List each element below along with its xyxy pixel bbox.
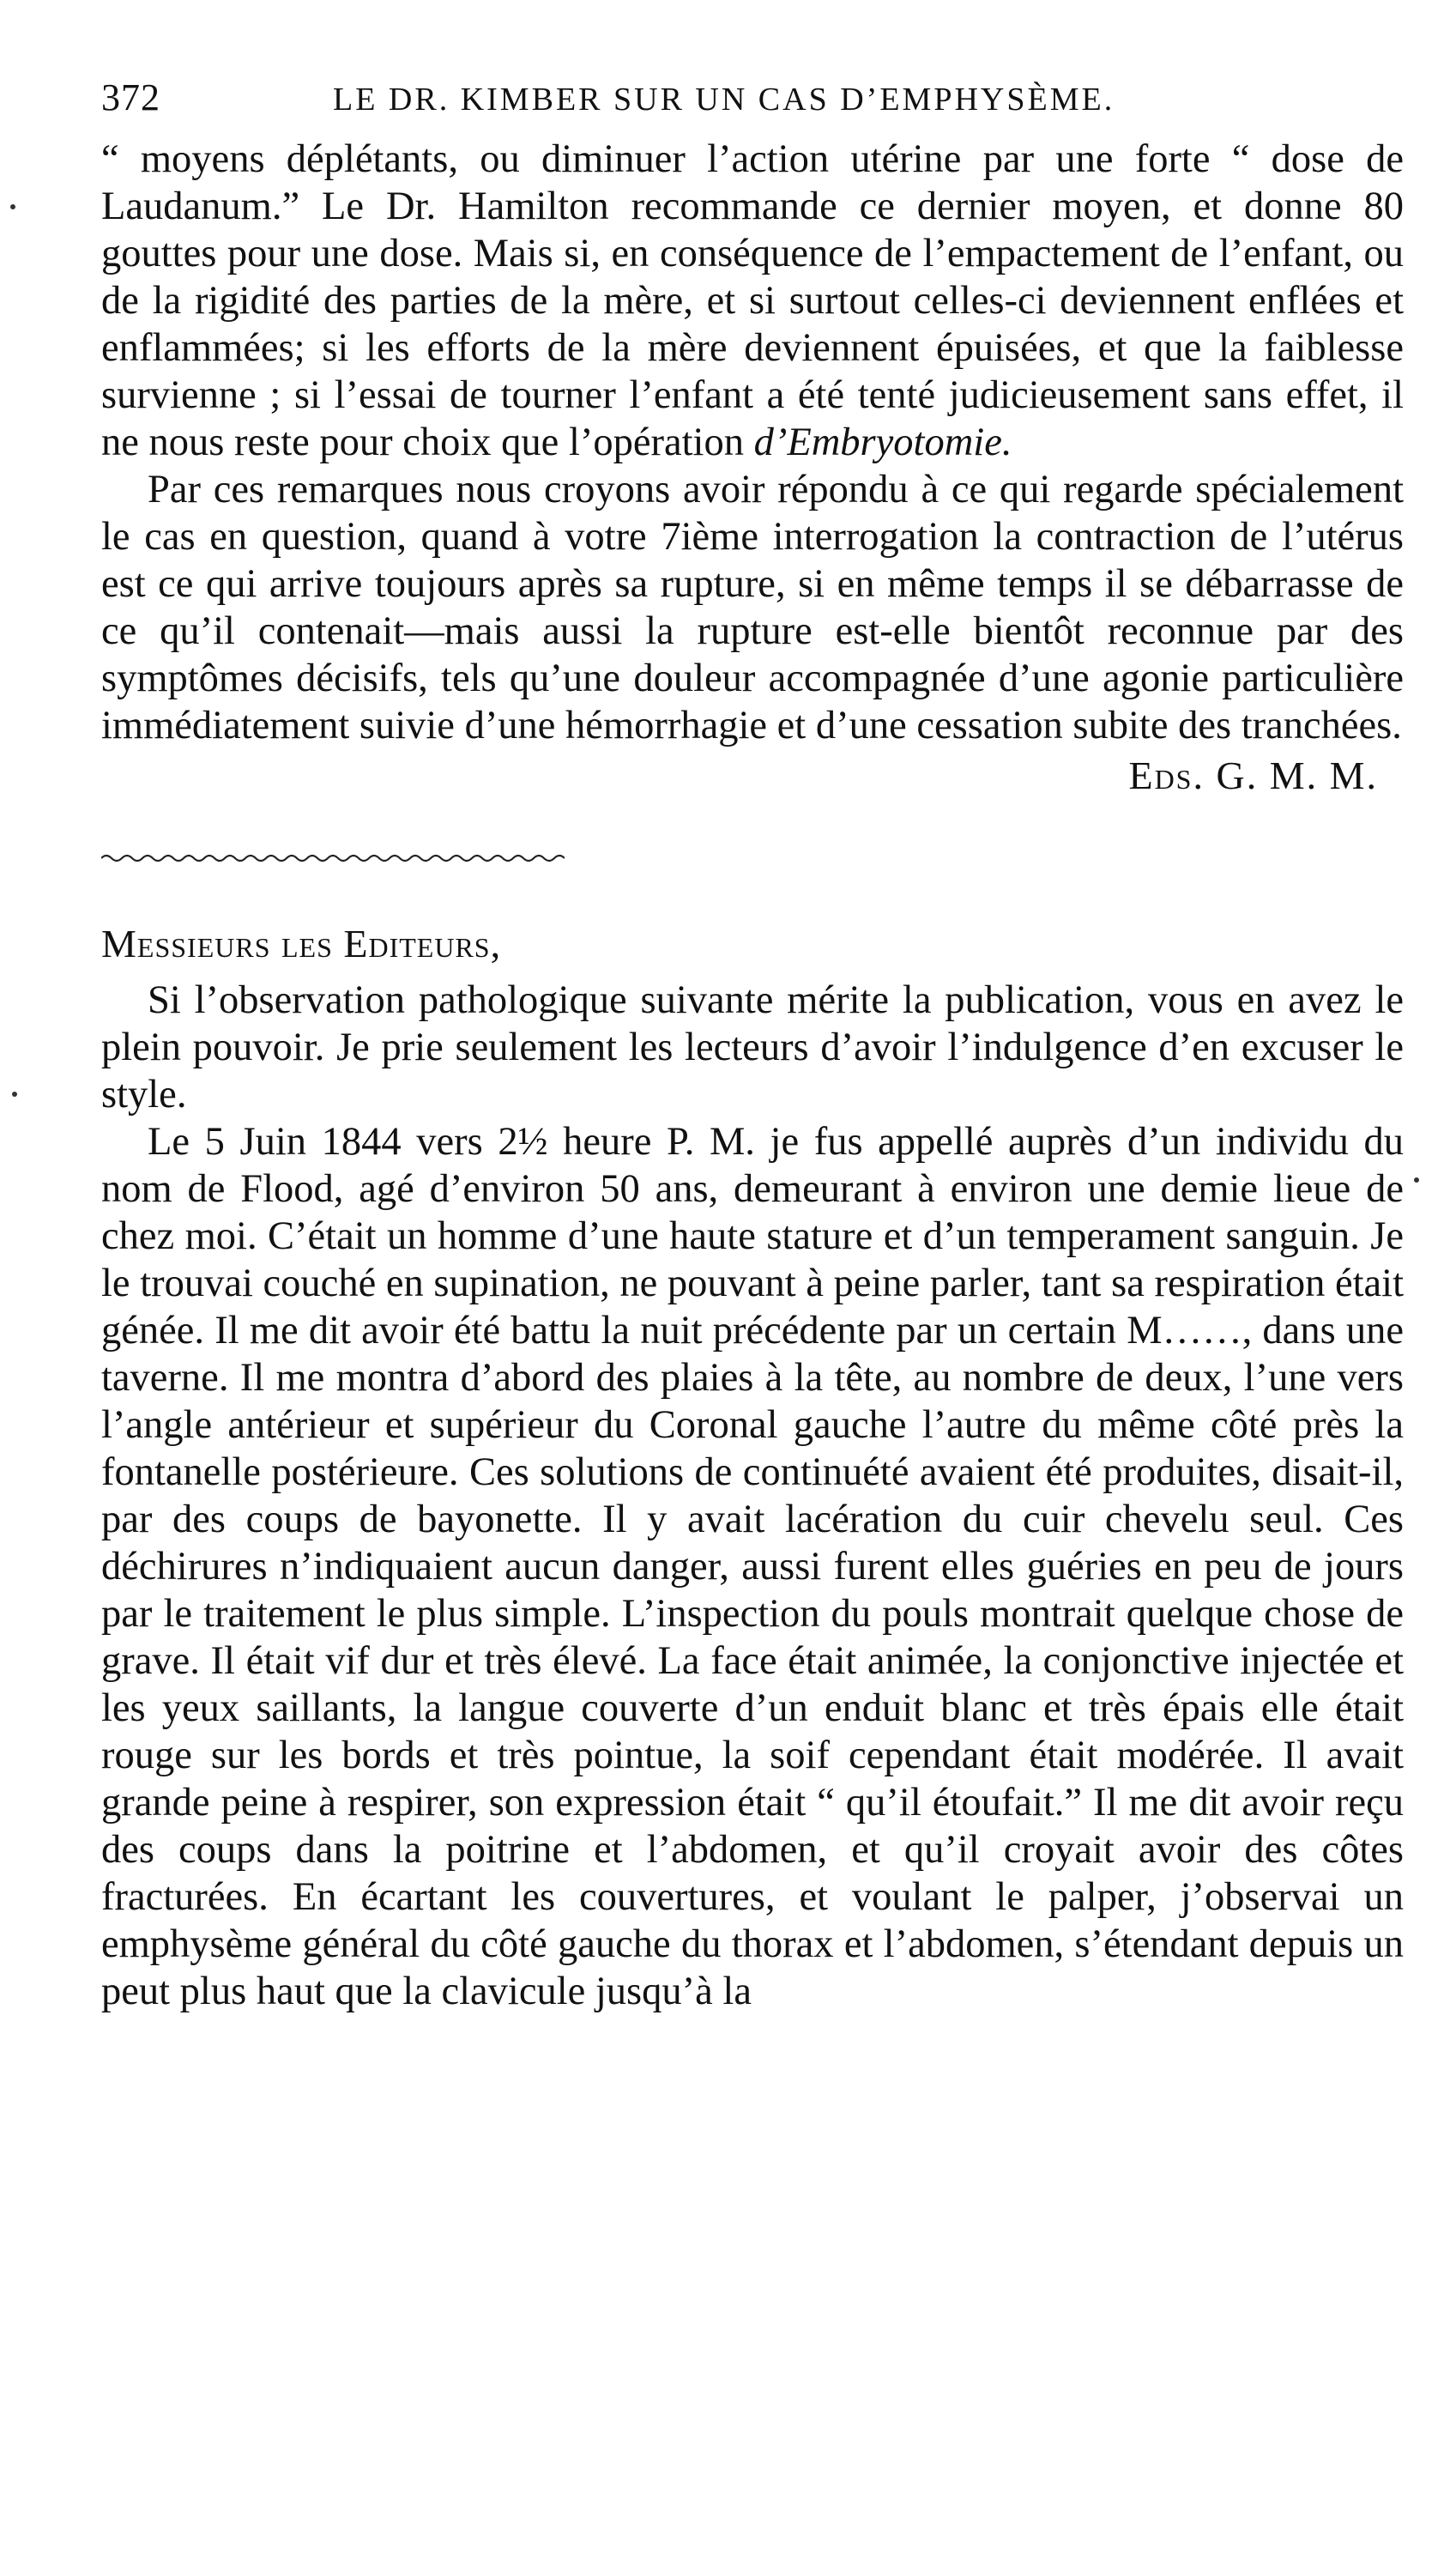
- letter-paragraph-1: Si l’observation pathologique suivante mérite la publication, vous en avez le plein pouvoir. Je prie seulement les lecteurs d’avoir l’indulgence d’en excuser le style.: [101, 978, 1404, 1117]
- page-number: 372: [101, 76, 160, 118]
- letter-paragraph-2: Le 5 Juin 1844 vers 2½ heure P. M. je fus appellé auprès d’un individu du nom de Flood, agé d’environ 50 ans, demeurant à environ une demie lieue de chez moi. C’était un homme d’une haute stature et d’un temperament sanguin. Je le trouvai couché en supination, ne pouvant à peine parler, tant sa respiration était génée. Il me dit avoir été battu la nuit précédente par un certain M……, dans une taverne. Il me montra d’abord des plaies à la tête, au nombre de deux, l’une vers l’angle antérieur et supérieur du Coronal gauche l’autre du même côté près la fontanelle postérieure. Ces solutions de continuété avaient été produites, disait-il, par des coups de bayonette. Il y avait lacération du cuir chevelu seul. Ces déchirures n’indiquaient aucun danger, aussi furent elles guéries en peu de jours par le traitement le plus simple. L’inspection du pouls montrait quelque chose de grave. Il était vif dur et très élevé. La face était animée, la conjonctive injectée et les yeux saillants, la langue couverte d’un enduit blanc et très épais elle était rouge sur les bords et très pointue, la soif cependant était modérée. Il avait grande peine à respirer, son expression était “ qu’il étoufait.” Il me dit avoir reçu des coups dans la poitrine et l’abdomen, et qu’il croyait avoir des côtes fracturées. En écartant les couvertures, et voulant le palper, j’observai un emphysème général du côté gauche du thorax et l’abdomen, s’étendant depuis un peut plus haut que la clavicule jusqu’à la: [101, 1120, 1404, 2013]
- editorial-signature: Eds. G. M. M.: [1128, 753, 1378, 797]
- editorial-paragraph-2: Par ces remarques nous croyons avoir répondu à ce qui regarde spécialement le cas en question, quand à votre 7ième interrogation la contraction de l’utérus est ce qui arrive toujours après sa rupture, si en même temps il se débarrasse de ce qu’il contenait—mais aussi la rupture est-elle bientôt reconnue par des symptômes décisifs, tels qu’une douleur accompagnée d’une agonie particulière immédiatement suivie d’une hémorrhagie et d’une cessation subite des tranchées.: [101, 468, 1404, 747]
- letter: [101, 921, 1404, 2015]
- margin-mark: [12, 1092, 17, 1097]
- section-divider: [101, 851, 565, 865]
- editorial-reply: [101, 136, 1404, 798]
- editorial-paragraph-1: [101, 136, 1404, 466]
- margin-mark: [1414, 1177, 1419, 1183]
- running-title: LE DR. KIMBER SUR UN CAS D’EMPHYSÈME.: [333, 82, 1115, 118]
- editorial-italic-term: d’Embryotomie.: [753, 421, 1012, 464]
- running-head: [101, 76, 1404, 136]
- editorial-paragraph-1-text: “ moyens déplétants, ou diminuer l’action utérine par une forte “ dose de Laudanum.” Le Dr. Hamilton recommande ce dernier moyen, et donne 80 gouttes pour une dose. Mais si, en conséquence de l’empactement de l’enfant, ou de la rigidité des parties de la mère, et si surtout celles-ci deviennent enflées et enflammées; si les efforts de la mère deviennent épuisées, et que la faiblesse survienne ; si l’essai de tourner l’enfant a été tenté judicieusement sans effet, il ne nous reste pour choix que l’opération: [101, 137, 1404, 464]
- letter-salutation: Messieurs les Editeurs,: [101, 922, 502, 965]
- margin-mark: [10, 204, 15, 209]
- book-page: [101, 76, 1404, 2015]
